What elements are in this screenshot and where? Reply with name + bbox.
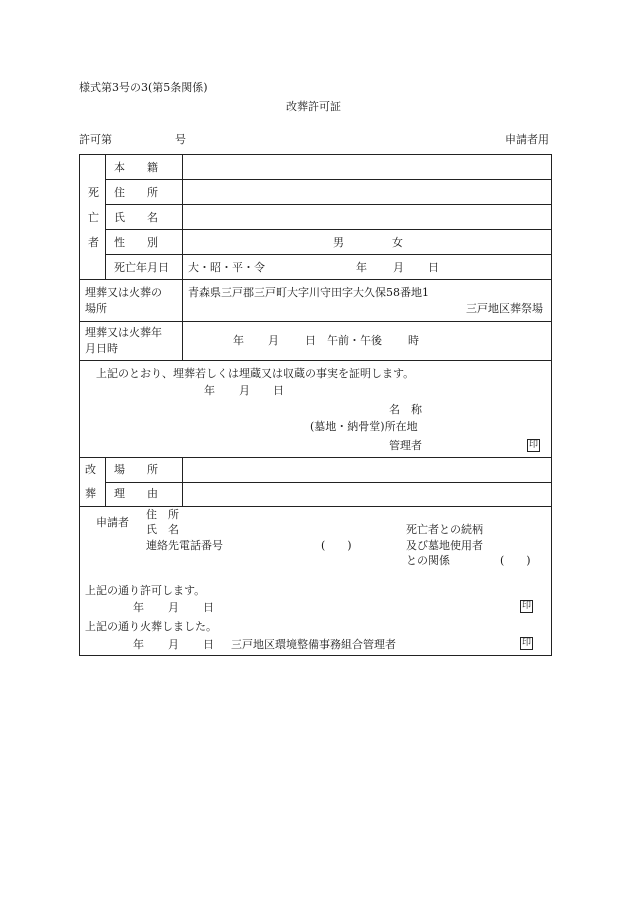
deceased-group-label-3: 者: [88, 236, 99, 249]
reburial-place-label: 場 所: [114, 463, 158, 476]
sex-option-female[interactable]: 女: [392, 236, 403, 249]
page-title: 改葬許可証: [286, 100, 341, 113]
burial-datetime-label-1: 埋葬又は火葬年: [85, 326, 162, 339]
cremation-year: 年: [133, 638, 144, 651]
burial-month: 月: [268, 334, 279, 347]
honseki-label: 本 籍: [114, 161, 158, 174]
burial-place-address: 青森県三戸郡三戸町大字川守田字大久保58番地1: [188, 286, 429, 299]
cert-location-label: (墓地・納骨堂)所在地: [310, 420, 418, 433]
relation-paren: ( ): [500, 554, 531, 567]
cert-month: 月: [239, 384, 250, 397]
applicant-phone-paren: ( ): [321, 539, 352, 552]
death-date-year: 年: [356, 261, 367, 274]
cremation-day: 日: [203, 638, 214, 651]
col-divider: [105, 457, 106, 506]
permit-number-suffix: 号: [175, 133, 186, 146]
reburial-group-label-2: 葬: [85, 487, 96, 500]
applicant-phone-label: 連絡先電話番号: [146, 539, 223, 552]
burial-place-label-1: 埋葬又は火葬の: [85, 286, 162, 299]
deceased-group-label-2: 亡: [88, 211, 99, 224]
name-label: 氏 名: [114, 211, 158, 224]
death-date-day: 日: [428, 261, 439, 274]
applicant-name-label: 氏 名: [146, 523, 179, 536]
permission-month: 月: [168, 601, 179, 614]
reburial-group-label-1: 改: [85, 463, 96, 476]
burial-day: 日: [305, 334, 316, 347]
permission-day: 日: [203, 601, 214, 614]
relation-label-3: との関係: [406, 554, 450, 567]
row-divider: [80, 321, 551, 322]
form-number: 様式第3号の3(第5条関係): [79, 81, 208, 94]
cert-year: 年: [204, 384, 215, 397]
row-divider: [80, 457, 551, 458]
seal-icon: 印: [528, 440, 538, 450]
applicant-address-label: 住 所: [146, 508, 179, 521]
sex-option-male[interactable]: 男: [333, 236, 344, 249]
reburial-reason-label: 理 由: [114, 487, 158, 500]
burial-year: 年: [233, 334, 244, 347]
burial-ampm[interactable]: 午前・午後: [327, 334, 382, 347]
permit-number-label: 許可第: [79, 133, 112, 146]
row-divider: [105, 254, 551, 255]
permission-statement: 上記の通り許可します。: [85, 584, 206, 597]
row-divider: [105, 229, 551, 230]
seal-icon: 印: [521, 638, 531, 648]
deceased-group-label-1: 死: [88, 186, 99, 199]
row-divider: [105, 179, 551, 180]
copy-label: 申請者用: [505, 133, 549, 146]
applicant-label: 申請者: [96, 516, 129, 529]
relation-label-1: 死亡者との続柄: [406, 523, 483, 536]
era-options[interactable]: 大・昭・平・令: [188, 261, 265, 274]
row-divider: [80, 360, 551, 361]
row-divider: [80, 506, 551, 507]
row-divider: [105, 482, 551, 483]
col-divider: [105, 155, 106, 279]
permission-year: 年: [133, 601, 144, 614]
permit-form: [79, 154, 552, 656]
col-divider: [182, 155, 183, 360]
certification-statement: 上記のとおり、埋葬若しくは埋蔵又は収蔵の事実を証明します。: [96, 367, 415, 380]
row-divider: [80, 279, 551, 280]
burial-datetime-label-2: 月日時: [85, 342, 118, 355]
burial-facility: 三戸地区葬祭場: [466, 302, 543, 315]
cremation-statement: 上記の通り火葬しました。: [85, 620, 217, 633]
burial-place-label-2: 場所: [85, 302, 107, 315]
cert-name-label: 名 称: [389, 403, 422, 416]
cert-manager-label: 管理者: [389, 439, 422, 452]
death-date-label: 死亡年月日: [114, 261, 169, 274]
burial-hour: 時: [408, 334, 419, 347]
cremation-month: 月: [168, 638, 179, 651]
cremation-manager: 三戸地区環境整備事務組合管理者: [231, 638, 396, 651]
row-divider: [105, 204, 551, 205]
cert-day: 日: [273, 384, 284, 397]
sex-label: 性 別: [114, 236, 158, 249]
address-label: 住 所: [114, 186, 158, 199]
seal-icon: 印: [521, 601, 531, 611]
relation-label-2: 及び墓地使用者: [406, 539, 483, 552]
col-divider: [182, 457, 183, 506]
death-date-month: 月: [393, 261, 404, 274]
